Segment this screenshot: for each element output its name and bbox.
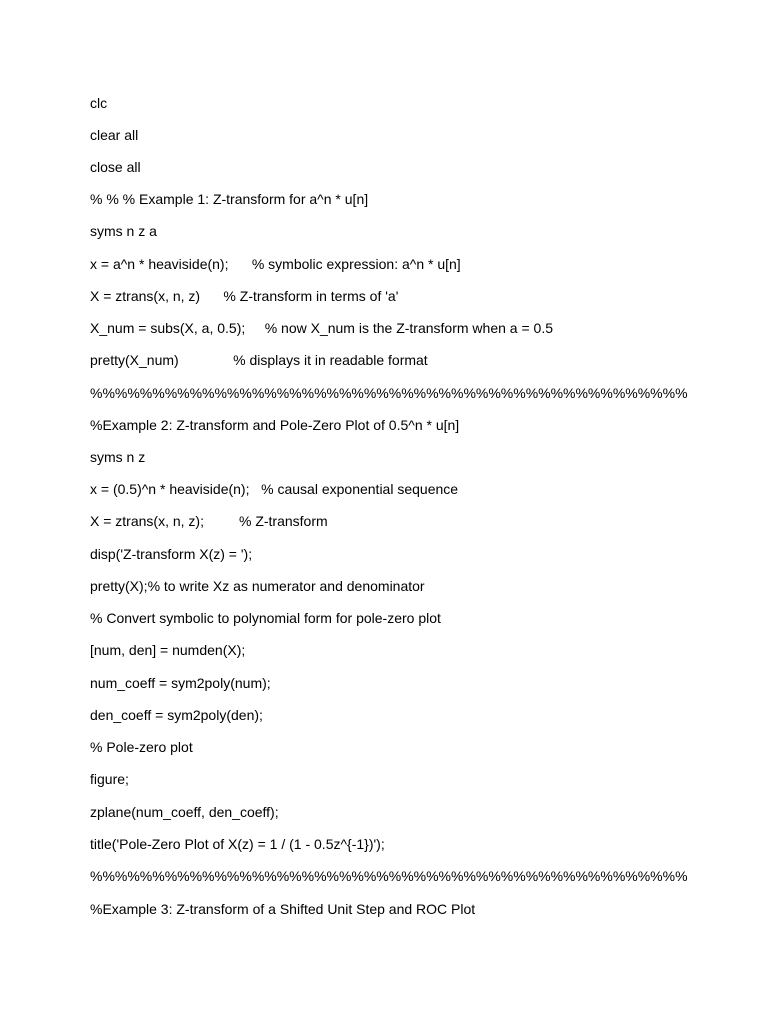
code-line-x-def: x = a^n * heaviside(n); % symbolic expression: a^n * u[n] [90, 256, 461, 272]
code-line-numden: [num, den] = numden(X); [90, 642, 246, 658]
code-line-syms-nza: syms n z a [90, 223, 157, 239]
code-line-xnum: X_num = subs(X, a, 0.5); % now X_num is the Z-transform when a = 0.5 [90, 320, 553, 336]
example-3-heading: %Example 3: Z-transform of a Shifted Unit Step and ROC Plot [90, 901, 476, 917]
code-line-clear-all: clear all [90, 127, 139, 143]
separator-line-2: %%%%%%%%%%%%%%%%%%%%%%%%%%%%%%%%%%%%%%%%%%%%%%%% [90, 868, 688, 884]
example-2-heading: %Example 2: Z-transform and Pole-Zero Plot of 0.5^n * u[n] [90, 417, 460, 433]
code-line-figure: figure; [90, 771, 129, 787]
code-line-ztrans-2: X = ztrans(x, n, z); % Z-transform [90, 513, 328, 529]
code-line-num-coeff: num_coeff = sym2poly(num); [90, 675, 271, 691]
code-line-x-causal: x = (0.5)^n * heaviside(n); % causal exponential sequence [90, 481, 459, 497]
code-line-syms-nz: syms n z [90, 449, 146, 465]
code-line-pretty-x: pretty(X);% to write Xz as numerator and denominator [90, 578, 425, 594]
comment-convert: % Convert symbolic to polynomial form for pole-zero plot [90, 610, 441, 626]
code-line-pretty-xnum: pretty(X_num) % displays it in readable format [90, 352, 428, 368]
code-line-disp: disp('Z-transform X(z) = '); [90, 546, 253, 562]
code-line-close-all: close all [90, 159, 141, 175]
code-line-den-coeff: den_coeff = sym2poly(den); [90, 707, 263, 723]
example-1-heading: % % % Example 1: Z-transform for a^n * u[n] [90, 191, 369, 207]
code-line-clc: clc [90, 95, 108, 111]
separator-line: %%%%%%%%%%%%%%%%%%%%%%%%%%%%%%%%%%%%%%%%%%%%%%%% [90, 385, 688, 401]
code-line-zplane: zplane(num_coeff, den_coeff); [90, 804, 279, 820]
comment-pole-zero: % Pole-zero plot [90, 739, 193, 755]
code-line-ztrans: X = ztrans(x, n, z) % Z-transform in terms of 'a' [90, 288, 399, 304]
code-line-title: title('Pole-Zero Plot of X(z) = 1 / (1 - 0.5z^{-1})'); [90, 836, 385, 852]
